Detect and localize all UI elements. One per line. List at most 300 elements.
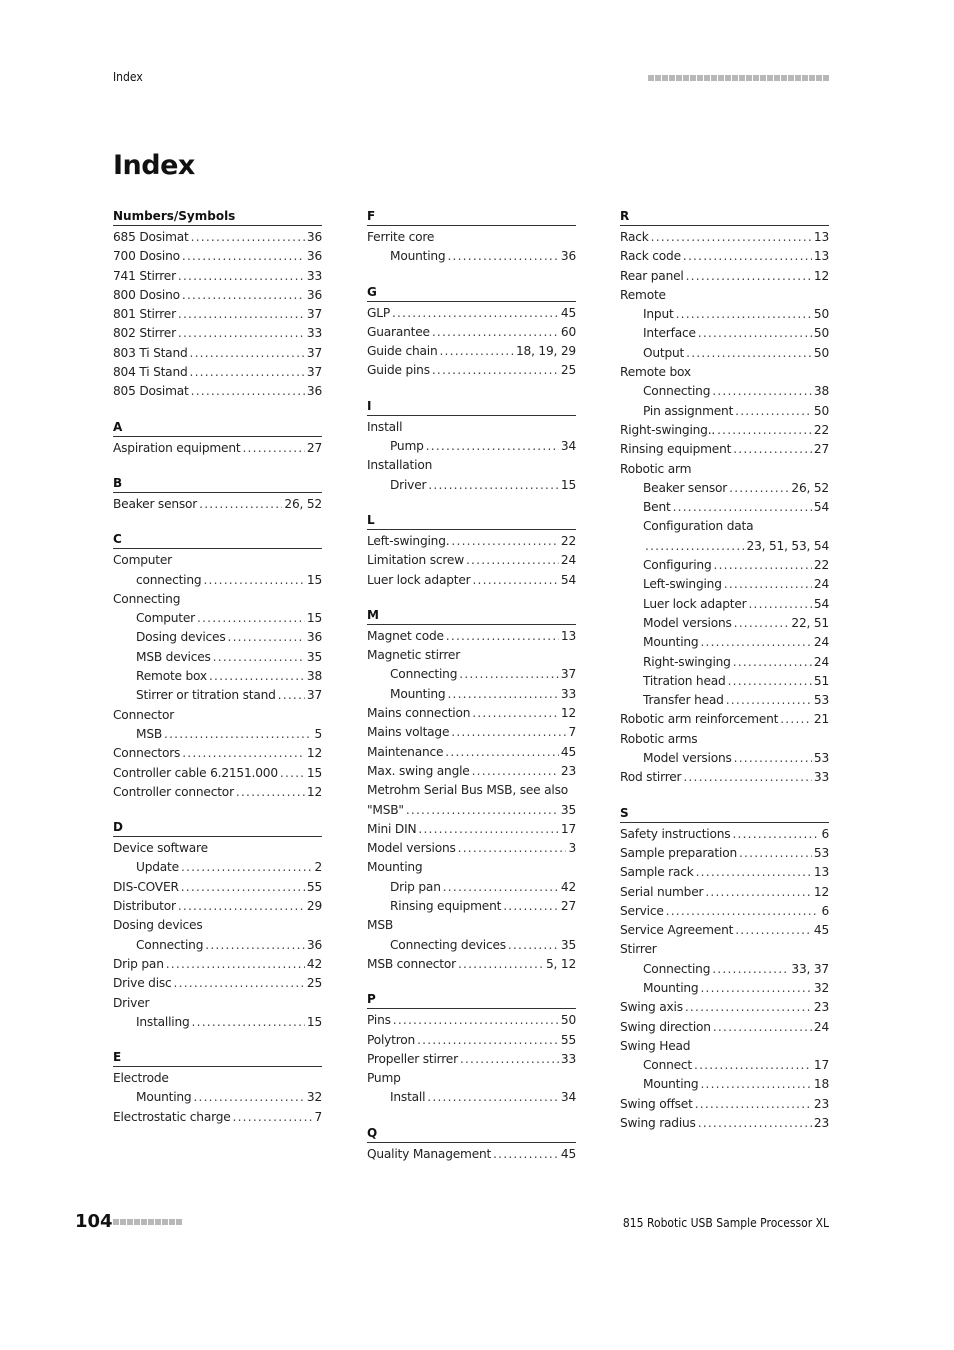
entry-pages: 5 (314, 726, 322, 741)
decoration-square (816, 75, 822, 81)
decoration-square (753, 75, 759, 81)
entry-term: Input (643, 307, 674, 322)
section-letter-heading: B (113, 475, 322, 493)
dot-leader (392, 304, 559, 323)
entry-pages: 42 (560, 879, 576, 894)
decoration-square (676, 75, 682, 81)
index-entry (113, 344, 322, 363)
entry-pages: 3 (568, 841, 576, 856)
dot-leader (190, 344, 305, 363)
section-letter-heading: M (367, 607, 576, 625)
index-entry (367, 418, 576, 437)
index-subentry (620, 614, 829, 633)
entry-term: Mains voltage (367, 725, 450, 740)
entry-pages: 33 (560, 1051, 576, 1066)
index-entry (620, 998, 829, 1017)
index-entry (113, 783, 322, 802)
index-entry (367, 627, 576, 646)
page-number: 104 (75, 1211, 113, 1232)
entry-pages: 38 (306, 669, 322, 684)
entry-pages: 12 (306, 746, 322, 761)
dot-leader (676, 305, 812, 324)
dot-leader (732, 825, 819, 844)
entry-term: Mounting (136, 1090, 192, 1105)
dot-leader (734, 614, 790, 633)
index-subentry (113, 686, 322, 705)
dot-leader (278, 686, 305, 705)
entry-pages: 7 (314, 1109, 322, 1124)
index-entry (620, 228, 829, 247)
dot-leader (458, 955, 544, 974)
index-entry (620, 940, 829, 959)
dot-leader (166, 955, 305, 974)
entry-term: Guide pins (367, 363, 430, 378)
entry-pages: 24 (813, 654, 829, 669)
index-entry (367, 571, 576, 590)
entry-pages: 12 (813, 884, 829, 899)
entry-pages: 17 (560, 821, 576, 836)
entry-term: Left-swinging (643, 577, 722, 592)
index-entry (367, 762, 576, 781)
index-subentry (620, 537, 829, 556)
index-entry (367, 801, 576, 820)
dot-leader (174, 974, 305, 993)
dot-leader (651, 228, 812, 247)
index-subentry (113, 725, 322, 744)
entry-term: 805 Dosimat (113, 384, 189, 399)
entry-term: 801 Stirrer (113, 307, 176, 322)
dot-leader (733, 440, 812, 459)
dot-leader (714, 556, 812, 575)
dot-leader (666, 902, 820, 921)
entry-pages: 27 (813, 442, 829, 457)
entry-pages: 25 (306, 976, 322, 991)
entry-term: Luer lock adapter (643, 596, 747, 611)
decoration-square (169, 1219, 175, 1225)
dot-leader (472, 704, 559, 723)
dot-leader (508, 936, 559, 955)
index-entry (620, 730, 829, 749)
entry-term: DIS-COVER (113, 879, 179, 894)
entry-term: Swing direction (620, 1019, 711, 1034)
index-column-1 (113, 208, 322, 1144)
dot-leader (418, 820, 559, 839)
index-entry (620, 1018, 829, 1037)
entry-term: Driver (113, 995, 150, 1010)
index-entry (620, 460, 829, 479)
dot-leader (181, 858, 312, 877)
index-column-3 (620, 208, 829, 1150)
index-entry (367, 532, 576, 551)
entry-pages: 54 (560, 572, 576, 587)
dot-leader (724, 575, 812, 594)
entry-pages: 13 (813, 249, 829, 264)
entry-term: Computer (136, 611, 195, 626)
index-entry (113, 839, 322, 858)
entry-term: Safety instructions (620, 826, 731, 841)
decoration-square (704, 75, 710, 81)
index-entry (113, 267, 322, 286)
entry-term: Connecting (390, 667, 458, 682)
dot-leader (213, 648, 305, 667)
entry-pages: 15 (306, 1014, 322, 1029)
index-entry (620, 286, 829, 305)
entry-pages: 33 (306, 326, 322, 341)
entry-term: Install (390, 1090, 426, 1105)
entry-term: Device software (113, 841, 208, 856)
decoration-square (809, 75, 815, 81)
dot-leader (712, 960, 789, 979)
index-entry (620, 863, 829, 882)
entry-pages: 55 (560, 1032, 576, 1047)
index-entry (367, 916, 576, 935)
entry-term: Guide chain (367, 344, 438, 359)
index-subentry (113, 571, 322, 590)
entry-pages: 27 (306, 440, 322, 455)
decoration-square (746, 75, 752, 81)
entry-term: Connecting (136, 937, 204, 952)
entry-pages: 15 (306, 572, 322, 587)
entry-pages: 22 (813, 558, 829, 573)
section-letter-heading: D (113, 819, 322, 837)
entry-pages: 37 (306, 688, 322, 703)
entry-term: Connecting (643, 384, 711, 399)
index-subentry (620, 749, 829, 768)
entry-term: Serial number (620, 884, 704, 899)
entry-pages: 60 (560, 324, 576, 339)
entry-term: Service Agreement (620, 923, 734, 938)
entry-pages: 33, 37 (791, 961, 829, 976)
entry-pages: 36 (306, 384, 322, 399)
dot-leader (503, 897, 559, 916)
header-decoration (648, 75, 829, 81)
index-subentry (367, 665, 576, 684)
index-entry (367, 1069, 576, 1088)
entry-pages: 36 (306, 630, 322, 645)
entry-term: 804 Ti Stand (113, 365, 188, 380)
entry-pages: 42 (306, 956, 322, 971)
index-subentry (367, 936, 576, 955)
entry-term: Robotic arm (620, 461, 692, 476)
index-section (367, 1125, 576, 1164)
entry-term: Mounting (390, 686, 446, 701)
decoration-square (134, 1219, 140, 1225)
dot-leader (182, 744, 305, 763)
index-subentry (367, 476, 576, 495)
index-entry (620, 844, 829, 863)
dot-leader (406, 801, 559, 820)
entry-term: Remote box (136, 669, 207, 684)
section-letter-heading: C (113, 531, 322, 549)
index-entry (367, 723, 576, 742)
index-entry (113, 897, 322, 916)
index-subentry (620, 517, 829, 536)
decoration-square (155, 1219, 161, 1225)
entry-pages: 32 (306, 1090, 322, 1105)
entry-term: Electrostatic charge (113, 1109, 231, 1124)
index-subentry (620, 979, 829, 998)
entry-pages: 13 (560, 628, 576, 643)
entry-term: Quality Management (367, 1146, 492, 1161)
entry-term: Pin assignment (643, 403, 734, 418)
entry-pages: 53 (813, 693, 829, 708)
index-entry (367, 820, 576, 839)
entry-term: Sample preparation (620, 845, 737, 860)
index-entry (367, 858, 576, 877)
dot-leader (203, 571, 304, 590)
index-subentry (367, 897, 576, 916)
index-subentry (367, 437, 576, 456)
dot-leader (426, 437, 559, 456)
dot-leader (164, 725, 312, 744)
index-subentry (620, 556, 829, 575)
decoration-square (711, 75, 717, 81)
decoration-square (655, 75, 661, 81)
dot-leader (182, 286, 305, 305)
section-letter-heading: R (620, 208, 829, 226)
index-section (367, 512, 576, 590)
entry-pages: 36 (306, 230, 322, 244)
entry-term: Dosing devices (136, 630, 226, 645)
dot-leader (686, 344, 812, 363)
dot-leader (685, 998, 812, 1017)
index-entry (113, 1108, 322, 1127)
decoration-square (669, 75, 675, 81)
index-subentry (620, 691, 829, 710)
entry-term: Polytron (367, 1032, 416, 1047)
index-subentry (113, 648, 322, 667)
entry-pages: 15 (306, 611, 322, 626)
entry-term: Ferrite core (367, 230, 435, 244)
entry-term: Beaker sensor (113, 496, 198, 511)
entry-pages: 45 (560, 1146, 576, 1161)
dot-leader (696, 863, 812, 882)
dot-leader (460, 1050, 559, 1069)
entry-pages: 25 (560, 363, 576, 378)
index-entry (367, 1145, 576, 1164)
entry-term: Stirrer or titration stand (136, 688, 276, 703)
entry-pages: 29 (306, 899, 322, 914)
entry-pages: 26, 52 (791, 480, 829, 495)
decoration-square (795, 75, 801, 81)
entry-pages: 33 (560, 686, 576, 701)
index-entry (367, 743, 576, 762)
dot-leader (190, 363, 305, 382)
decoration-square (120, 1219, 126, 1225)
dot-leader (472, 762, 559, 781)
decoration-square (141, 1219, 147, 1225)
index-subentry (620, 960, 829, 979)
index-entry (620, 710, 829, 729)
entry-term: Rack code (620, 249, 681, 264)
entry-term: Drip pan (113, 956, 164, 971)
entry-pages: 18, 19, 29 (515, 344, 576, 359)
index-section (367, 991, 576, 1107)
entry-pages: 24 (813, 1019, 829, 1034)
entry-pages: 50 (813, 403, 829, 418)
index-entry (113, 495, 322, 514)
entry-term: Transfer head (643, 693, 724, 708)
dot-leader (451, 723, 566, 742)
entry-term: Beaker sensor (643, 480, 728, 495)
dot-leader (432, 323, 559, 342)
dot-leader (726, 691, 812, 710)
entry-term: Connect (643, 1058, 692, 1073)
index-section (113, 1049, 322, 1127)
index-entry (367, 955, 576, 974)
entry-term: connecting (136, 572, 202, 587)
entry-pages: 54 (813, 500, 829, 515)
index-section (113, 819, 322, 1032)
running-head-title: Index (113, 70, 143, 84)
dot-leader (182, 247, 305, 266)
entry-term: Robotic arms (620, 731, 698, 746)
entry-term: Mounting (390, 249, 446, 264)
entry-term: Propeller stirrer (367, 1051, 458, 1066)
index-section (620, 208, 829, 788)
index-entry (620, 902, 829, 921)
entry-term: Installing (136, 1014, 190, 1029)
index-entry (113, 764, 322, 783)
entry-term: Output (643, 345, 685, 360)
index-entry (367, 228, 576, 247)
index-subentry (113, 628, 322, 647)
dot-leader (432, 361, 559, 380)
index-entry (113, 363, 322, 382)
index-section (113, 531, 322, 802)
entry-term: Mounting (643, 635, 699, 650)
index-entry (367, 1031, 576, 1050)
dot-leader (439, 342, 514, 361)
dot-leader (459, 665, 559, 684)
entry-term: Right-swinging (643, 654, 731, 669)
entry-term: Install (367, 419, 403, 434)
section-letter-heading: P (367, 991, 576, 1009)
dot-leader (458, 839, 567, 858)
entry-term: 802 Stirrer (113, 326, 176, 341)
entry-term: 800 Dosino (113, 287, 180, 302)
index-column-2 (367, 208, 576, 1181)
index-entry (620, 247, 829, 266)
entry-pages: 6 (821, 826, 829, 841)
index-section (367, 284, 576, 381)
entry-pages: 35 (560, 937, 576, 952)
dot-leader (445, 743, 559, 762)
index-section (113, 475, 322, 514)
index-subentry (620, 575, 829, 594)
index-entry (620, 1095, 829, 1114)
section-letter-heading: Numbers/Symbols (113, 208, 322, 226)
decoration-square (662, 75, 668, 81)
entry-term: Mounting (367, 860, 423, 875)
index-entry (113, 955, 322, 974)
index-entry (113, 551, 322, 570)
index-subentry (620, 344, 829, 363)
decoration-square (690, 75, 696, 81)
dot-leader (191, 228, 305, 247)
entry-term: Max. swing angle (367, 763, 470, 778)
entry-pages: 12 (813, 268, 829, 283)
dot-leader (713, 1018, 812, 1037)
index-subentry (620, 382, 829, 401)
entry-pages: 15 (560, 477, 576, 492)
entry-pages: 22 (813, 422, 829, 437)
entry-pages: 5, 12 (545, 956, 576, 971)
entry-term: Stirrer (620, 942, 657, 957)
entry-term: Robotic arm reinforcement (620, 712, 779, 727)
index-subentry (620, 479, 829, 498)
entry-pages: 22 (560, 533, 576, 548)
entry-pages: 23 (813, 1096, 829, 1111)
entry-pages: 37 (306, 365, 322, 380)
decoration-square (725, 75, 731, 81)
index-entry (113, 324, 322, 343)
index-subentry (620, 633, 829, 652)
index-entry (620, 363, 829, 382)
entry-pages: 17 (813, 1058, 829, 1073)
index-entry (620, 421, 829, 440)
entry-term: Bent (643, 500, 671, 515)
entry-pages: 38 (813, 384, 829, 399)
dot-leader (645, 537, 745, 556)
dot-leader (443, 878, 559, 897)
dot-leader (178, 324, 305, 343)
entry-term: Update (136, 860, 179, 875)
entry-term: Mini DIN (367, 821, 417, 836)
entry-term: GLP (367, 305, 390, 320)
decoration-square (732, 75, 738, 81)
index-entry (113, 439, 322, 458)
index-entry (113, 382, 322, 401)
dot-leader (733, 653, 812, 672)
entry-term: "MSB" (367, 802, 404, 817)
dot-leader (705, 883, 812, 902)
section-letter-heading: Q (367, 1125, 576, 1143)
entry-pages: 51 (813, 673, 829, 688)
index-entry (367, 323, 576, 342)
entry-pages: 50 (813, 326, 829, 341)
entry-term: Connectors (113, 746, 181, 761)
index-entry (367, 781, 576, 800)
index-entry (620, 267, 829, 286)
entry-pages: 34 (560, 439, 576, 454)
index-entry (367, 361, 576, 380)
entry-pages: 33 (813, 770, 829, 785)
entry-term: Rack (620, 230, 649, 244)
entry-term: Driver (390, 477, 427, 492)
entry-term: 685 Dosimat (113, 230, 189, 244)
dot-leader (717, 421, 812, 440)
entry-pages: 24 (560, 553, 576, 568)
entry-pages: 23 (560, 763, 576, 778)
index-entry (367, 1050, 576, 1069)
entry-term: Connecting devices (390, 937, 506, 952)
index-entry (367, 839, 576, 858)
dot-leader (700, 979, 811, 998)
entry-pages: 45 (560, 305, 576, 320)
entry-term: Remote box (620, 365, 691, 380)
index-entry (113, 286, 322, 305)
index-entry (113, 878, 322, 897)
index-entry (367, 1011, 576, 1030)
entry-term: Configuring (643, 558, 712, 573)
section-letter-heading: E (113, 1049, 322, 1067)
entry-term: Pump (367, 1071, 401, 1086)
index-subentry (113, 1013, 322, 1032)
index-section (113, 419, 322, 458)
index-entry (113, 228, 322, 247)
index-subentry (113, 1088, 322, 1107)
